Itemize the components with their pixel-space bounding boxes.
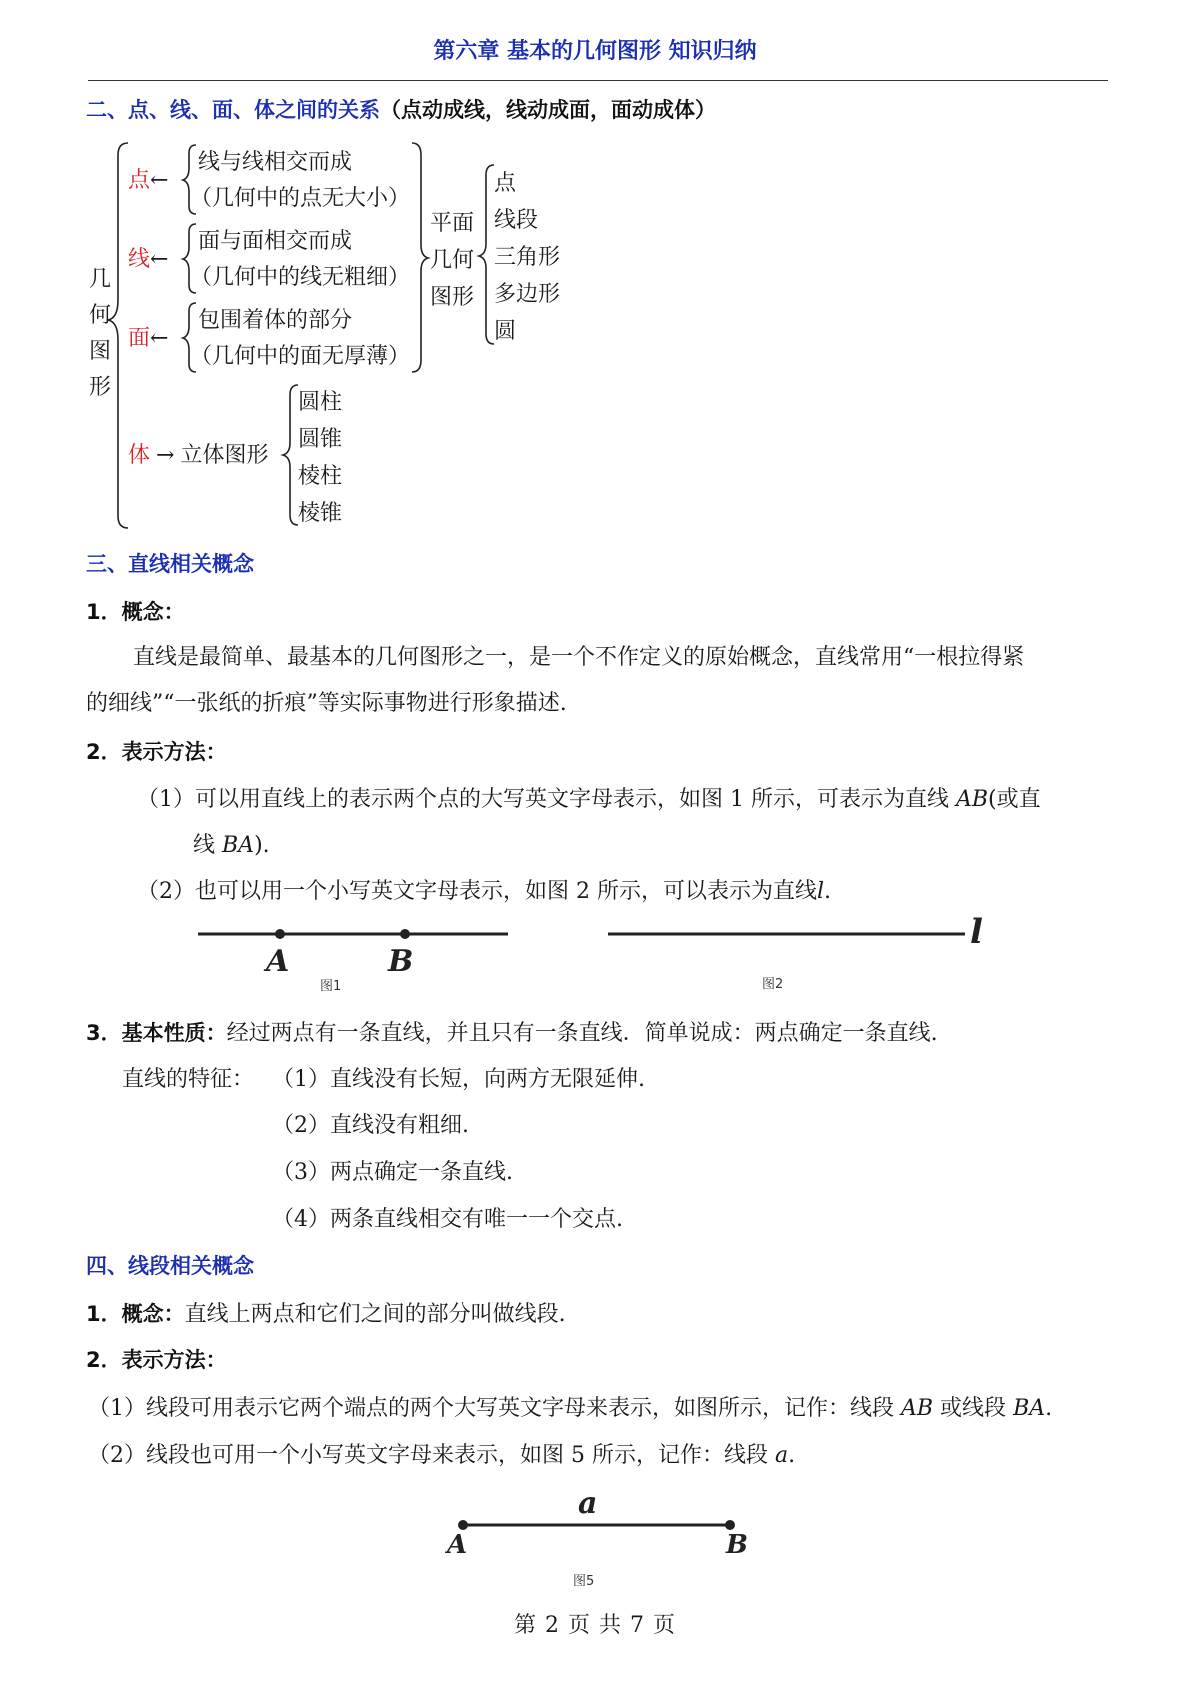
plane-label-2: 几何 xyxy=(430,248,475,273)
notation-item1-tail: (或直 xyxy=(988,787,1041,812)
figure5-point-a-dot xyxy=(458,1520,468,1530)
root-char-4: 形 xyxy=(89,375,112,400)
line-arrow: ← xyxy=(150,247,169,272)
notation-item1-text: （1）可以用直线上的表示两个点的大写英文字母表示，如图 1 所示，可表示为直线 xyxy=(137,787,956,812)
figure1-point-b: B xyxy=(388,944,414,979)
solid-name: 立体图形 xyxy=(180,443,269,468)
section4-notation-label: 2．表示方法： xyxy=(86,1348,227,1372)
figure1-caption: 图1 xyxy=(320,979,342,994)
solid-item-cone: 圆锥 xyxy=(298,427,343,452)
section3-concept-label: 1．概念： xyxy=(86,600,185,624)
section2-title: 二、点、线、面、体之间的关系 xyxy=(86,98,380,122)
plane-item-circle: 圆 xyxy=(494,319,517,344)
plane-label-3: 图形 xyxy=(430,285,475,310)
notation-item2-l: l xyxy=(816,879,825,904)
solid-item-pyramid: 棱锥 xyxy=(298,501,343,526)
point-label: 点 xyxy=(128,168,151,193)
surface-arrow: ← xyxy=(150,326,169,351)
page-number: 第 2 页 共 7 页 xyxy=(514,1613,676,1638)
plane-item-segment: 线段 xyxy=(494,208,539,233)
plane-item-polygon: 多边形 xyxy=(494,282,561,307)
notation-item1-end: ). xyxy=(254,833,270,858)
point-line-1: 线与线相交而成 xyxy=(198,150,353,175)
page-title: 第六章 基本的几何图形 知识归纳 xyxy=(433,39,757,64)
notation-item1-line2: 线 xyxy=(193,833,222,858)
figure2-caption: 图2 xyxy=(762,977,784,992)
features-label: 直线的特征： xyxy=(122,1067,255,1092)
solid-item-cylinder: 圆柱 xyxy=(298,390,343,415)
figure5-label: a xyxy=(578,1486,598,1521)
section4-item2-text: （2）线段也可用一个小写英文字母来表示，如图 5 所示，记作：线段 xyxy=(88,1443,775,1468)
property-text: 经过两点有一条直线，并且只有一条直线．简单说成：两点确定一条直线. xyxy=(226,1021,938,1046)
section4-item1-ab: AB xyxy=(901,1396,934,1421)
root-char-3: 图 xyxy=(89,339,112,364)
section4-item1-text: （1）线段可用表示它两个端点的两个大写英文字母来表示，如图所示，记作：线段 xyxy=(88,1396,901,1421)
surface-line-2: （几何中的面无厚薄） xyxy=(190,344,411,369)
plane-item-point: 点 xyxy=(494,171,517,196)
solid-arrow: → xyxy=(156,443,175,468)
section4-item1-mid: 或线段 xyxy=(933,1396,1014,1421)
plane-label-1: 平面 xyxy=(430,211,475,236)
line-line-2: （几何中的线无粗细） xyxy=(190,265,411,290)
point-arrow: ← xyxy=(150,168,169,193)
root-char-2: 何 xyxy=(89,303,112,328)
section3-concept-line1: 直线是最简单、最基本的几何图形之一，是一个不作定义的原始概念，直线常用“一根拉得紧 xyxy=(133,645,1025,670)
feature-2: （2）直线没有粗细. xyxy=(272,1113,469,1138)
section3-title: 三、直线相关概念 xyxy=(86,552,254,576)
section4-concept-label: 1．概念： xyxy=(86,1302,185,1326)
surface-line-1: 包围着体的部分 xyxy=(198,308,353,333)
solid-item-prism: 棱柱 xyxy=(298,464,343,489)
section3-concept-line2: 的细线”“一张纸的折痕”等实际事物进行形象描述. xyxy=(86,691,567,716)
line-line-1: 面与面相交而成 xyxy=(198,229,353,254)
notation-item1-ba: BA xyxy=(222,833,255,858)
section4-item2-a: a xyxy=(774,1443,789,1468)
solid-label: 体 xyxy=(128,443,151,468)
feature-4: （4）两条直线相交有唯一一个交点. xyxy=(272,1207,623,1232)
notation-item2-end: . xyxy=(824,879,832,904)
section4-concept-text: 直线上两点和它们之间的部分叫做线段. xyxy=(184,1302,566,1327)
point-line-2: （几何中的点无大小） xyxy=(190,186,411,211)
notation-item2-text: （2）也可以用一个小写英文字母表示，如图 2 所示，可以表示为直线 xyxy=(137,879,817,904)
figure5-caption: 图5 xyxy=(573,1574,595,1589)
root-char-1: 几 xyxy=(89,267,112,292)
feature-3: （3）两点确定一条直线. xyxy=(272,1160,513,1185)
figure5-point-b-dot xyxy=(725,1520,735,1530)
plane-item-triangle: 三角形 xyxy=(494,245,561,270)
section3-notation-label: 2．表示方法： xyxy=(86,740,227,764)
figure1-point-a: A xyxy=(266,944,290,979)
section4-item2-end: . xyxy=(788,1443,796,1468)
line-label: 线 xyxy=(128,247,151,272)
property-label: 3．基本性质： xyxy=(86,1021,227,1045)
section2-subtitle: （点动成线，线动成面，面动成体） xyxy=(380,98,716,122)
figure5-point-a: A xyxy=(447,1530,468,1560)
section4-title: 四、线段相关概念 xyxy=(86,1254,254,1278)
feature-1: （1）直线没有长短，向两方无限延伸. xyxy=(272,1067,645,1092)
surface-label: 面 xyxy=(128,326,151,351)
notation-item1-ab: AB xyxy=(955,787,989,812)
figure5-point-b: B xyxy=(726,1530,748,1560)
section4-item1-end: . xyxy=(1045,1396,1053,1421)
section4-item1-ba: BA xyxy=(1013,1396,1046,1421)
figure2-label: l xyxy=(970,912,983,952)
